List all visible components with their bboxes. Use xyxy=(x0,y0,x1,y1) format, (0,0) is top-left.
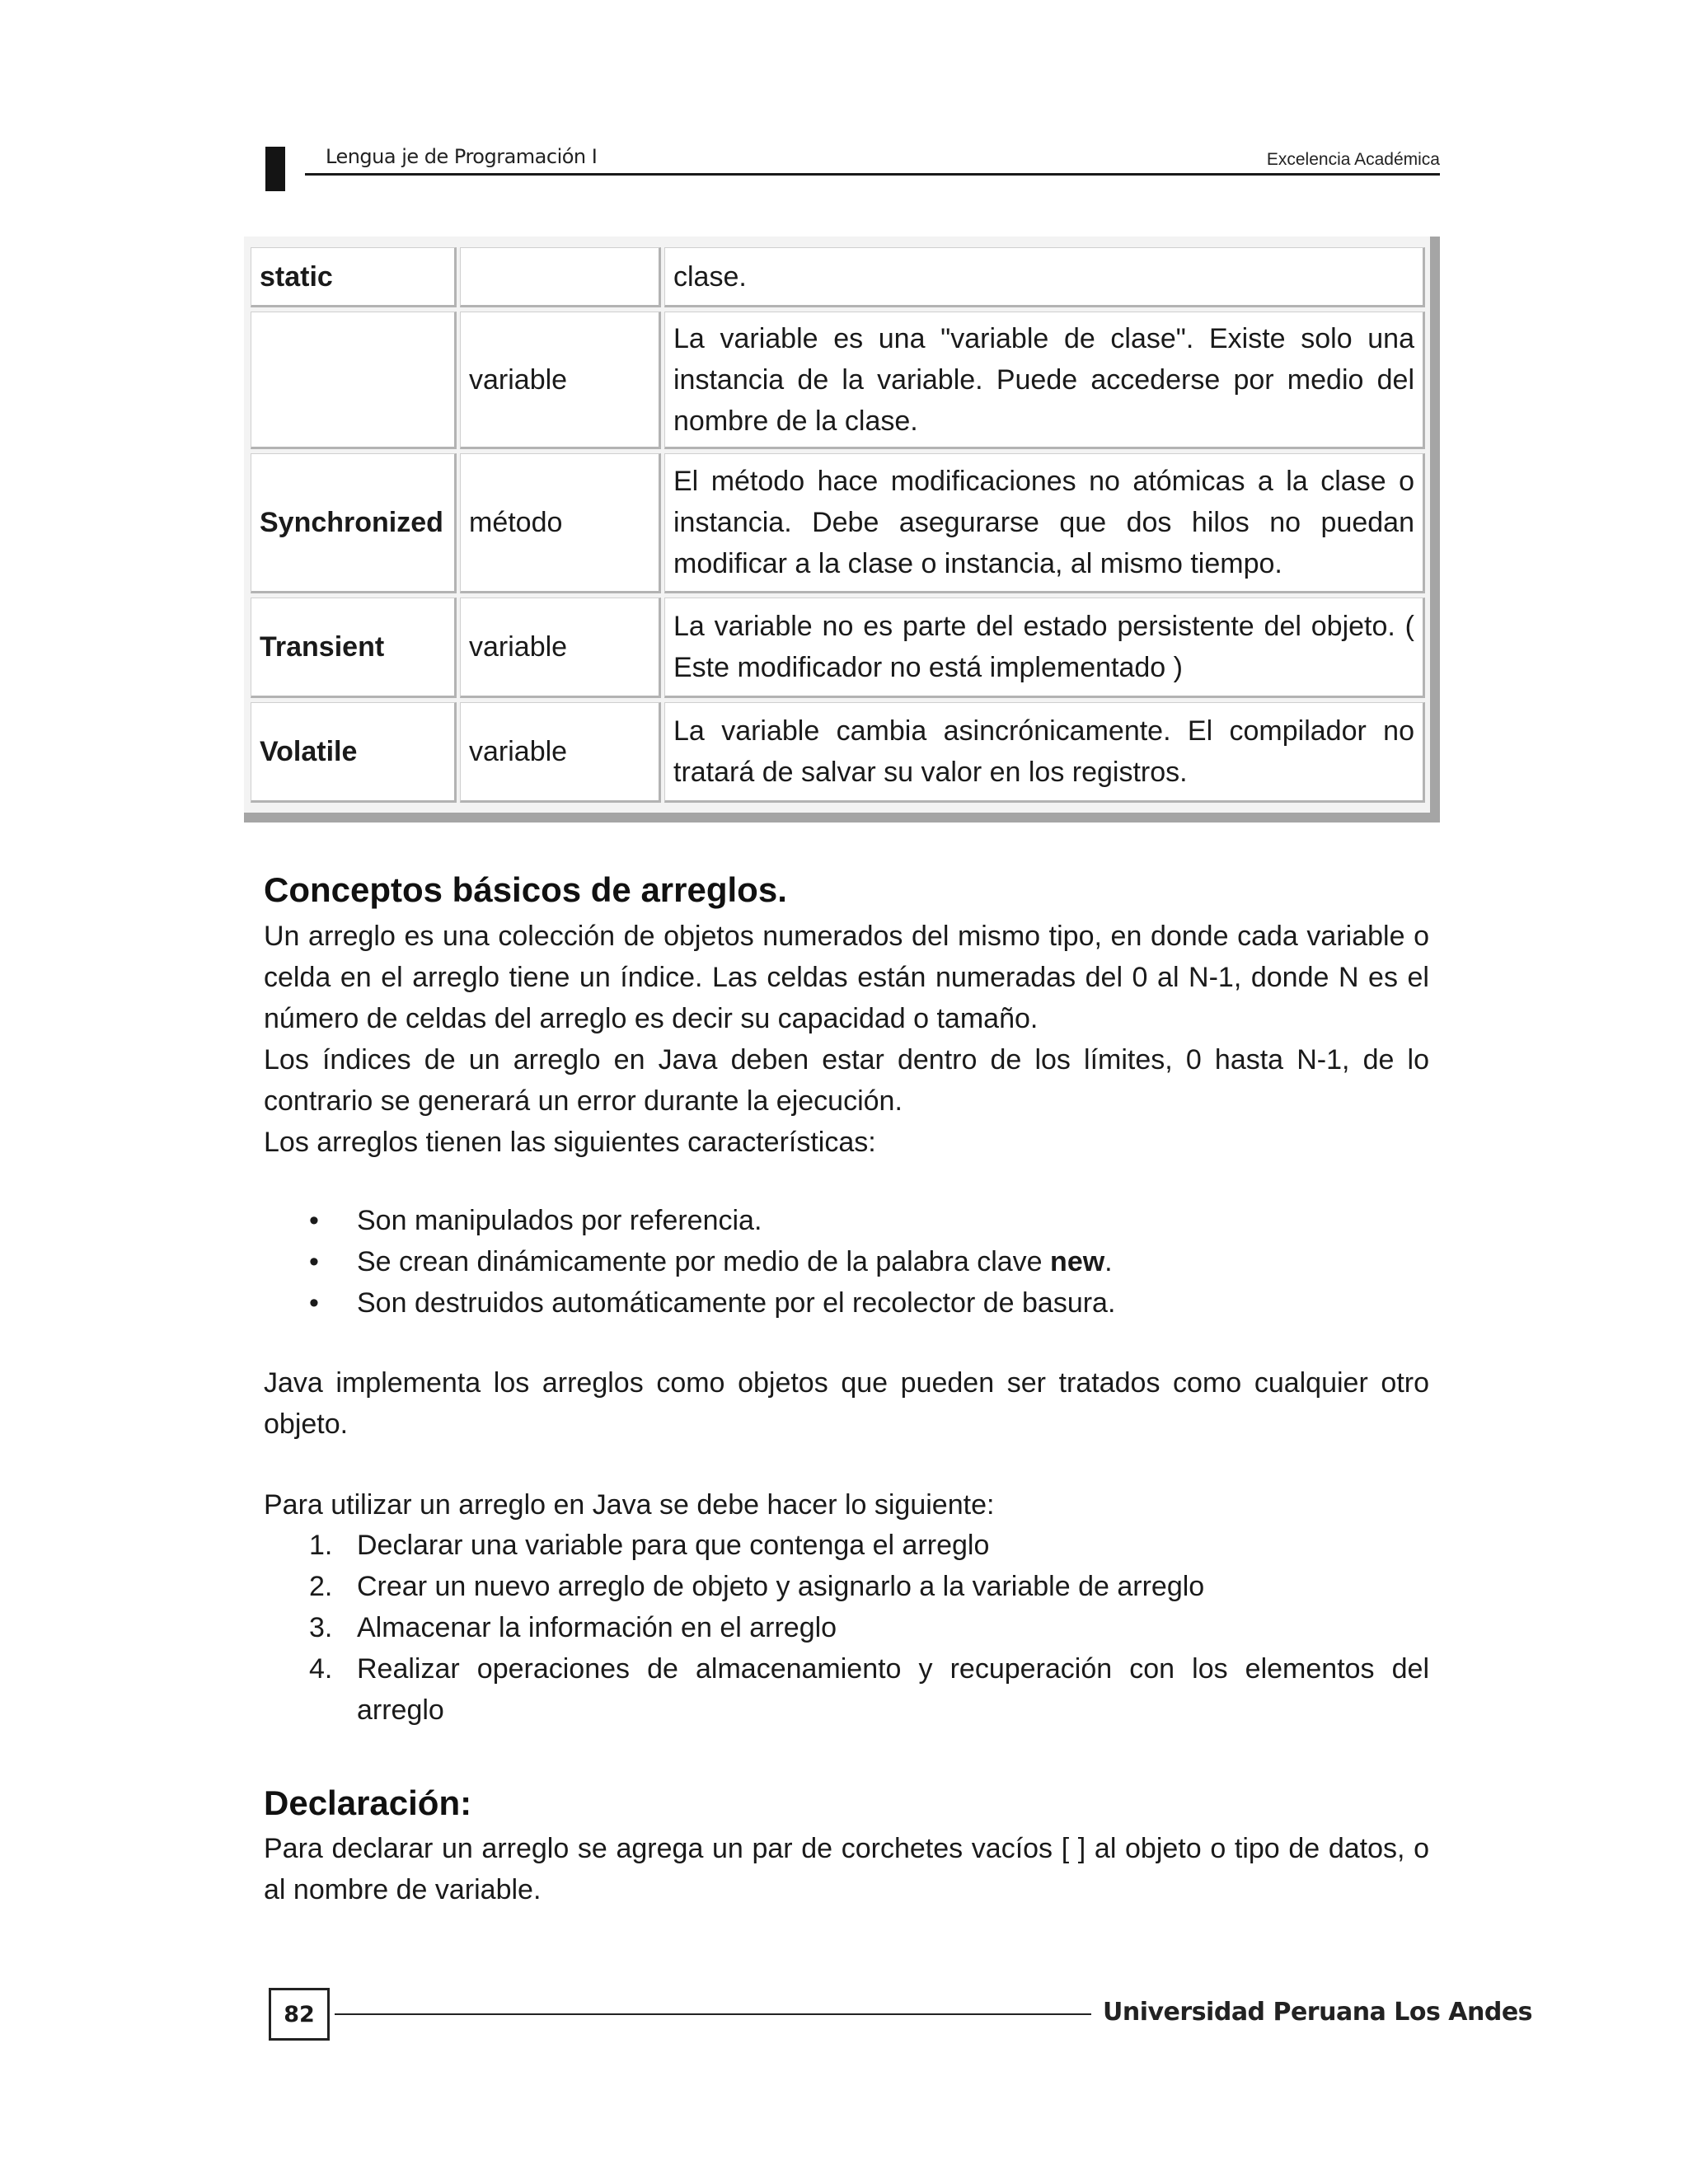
section-heading-declaracion: Declaración: xyxy=(264,1783,472,1822)
steps-list xyxy=(264,1525,1429,1731)
paragraph: Java implementa los arreglos como objetos que pueden ser tratados como cualquier otro objeto. xyxy=(264,1367,1429,1440)
arreglos-objects xyxy=(264,1362,1429,1445)
modifier-table xyxy=(244,237,1440,823)
section-heading-arreglos: Conceptos básicos de arreglos. xyxy=(264,870,787,909)
paragraph: Los arreglos tienen las siguientes características: xyxy=(264,1127,876,1158)
table-cell-modifier: static xyxy=(251,247,457,307)
list-item: 4. Realizar operaciones de almacenamiento y recuperación con los elementos del arreglo xyxy=(309,1653,1429,1726)
university-name: Universidad Peruana Los Andes xyxy=(1103,1998,1533,2027)
table-cell-modifier: Transient xyxy=(251,598,457,698)
table-cell-description: clase. xyxy=(664,247,1425,307)
list-item: • Son manipulados por referencia. xyxy=(264,1200,1429,1241)
table-cell-description: La variable no es parte del estado persistente del objeto. ( Este modificador no está implementado ) xyxy=(664,598,1425,698)
table-cell-modifier xyxy=(251,312,457,449)
table-cell-modifier: Volatile xyxy=(251,702,457,803)
table-cell-applies-to: método xyxy=(460,453,661,593)
arreglos-intro xyxy=(264,916,1429,1163)
list-item: 2. Crear un nuevo arreglo de objeto y asignarlo a la variable de arreglo xyxy=(309,1571,1205,1602)
course-title: Lengua je de Programación I xyxy=(326,145,598,168)
list-item: 1. Declarar una variable para que contenga el arreglo xyxy=(309,1530,990,1561)
footer-rule xyxy=(335,2013,1091,2015)
paragraph: Los índices de un arreglo en Java deben estar dentro de los límites, 0 hasta N-1, de lo contrario se generará un error durante la ejecución. xyxy=(264,1044,1429,1117)
table-cell-description: La variable es una "variable de clase". Existe solo una instancia de la variable. Puede accederse por medio del nombre de la clase. xyxy=(664,312,1425,449)
keyword-new: new xyxy=(1050,1246,1105,1277)
paragraph: Un arreglo es una colección de objetos numerados del mismo tipo, en donde cada variable o celda en el arreglo tiene un índice. Las celdas están numeradas del 0 al N-1, donde N es el número de celdas del arreglo es decir su capacidad o tamaño. xyxy=(264,921,1429,1034)
paragraph: Para declarar un arreglo se agrega un par de corchetes vacíos [ ] al objeto o tipo de datos, o al nombre de variable. xyxy=(264,1833,1429,1905)
bullet-icon: • xyxy=(309,1287,319,1319)
table-cell-applies-to: variable xyxy=(460,312,661,449)
declaracion-text xyxy=(264,1828,1429,1910)
table-cell-description: El método hace modificaciones no atómicas a la clase o instancia. Debe asegurarse que dos hilos no puedan modificar a la clase o instancia, al mismo tiempo. xyxy=(664,453,1425,593)
header-tagline: Excelencia Académica xyxy=(1266,150,1440,169)
table-cell-modifier: Synchronized xyxy=(251,453,457,593)
paragraph: Para utilizar un arreglo en Java se debe hacer lo siguiente: xyxy=(264,1489,995,1521)
page-number: 82 xyxy=(269,1988,330,2041)
characteristics-list xyxy=(264,1200,1429,1324)
table-cell-applies-to xyxy=(460,247,661,307)
table-cell-applies-to: variable xyxy=(460,598,661,698)
table-cell-applies-to: variable xyxy=(460,702,661,803)
header-rule xyxy=(305,173,1440,176)
bullet-icon: • xyxy=(309,1205,319,1236)
bullet-icon: • xyxy=(309,1246,319,1277)
arreglos-usage xyxy=(264,1484,1429,1526)
list-item: • Son destruidos automáticamente por el recolector de basura. xyxy=(264,1282,1429,1324)
list-item: 3. Almacenar la información en el arreglo xyxy=(309,1612,837,1643)
list-item: • Se crean dinámicamente por medio de la palabra clave new. xyxy=(264,1241,1429,1282)
table-cell-description: La variable cambia asincrónicamente. El compilador no tratará de salvar su valor en los registros. xyxy=(664,702,1425,803)
header-mark xyxy=(265,147,285,191)
